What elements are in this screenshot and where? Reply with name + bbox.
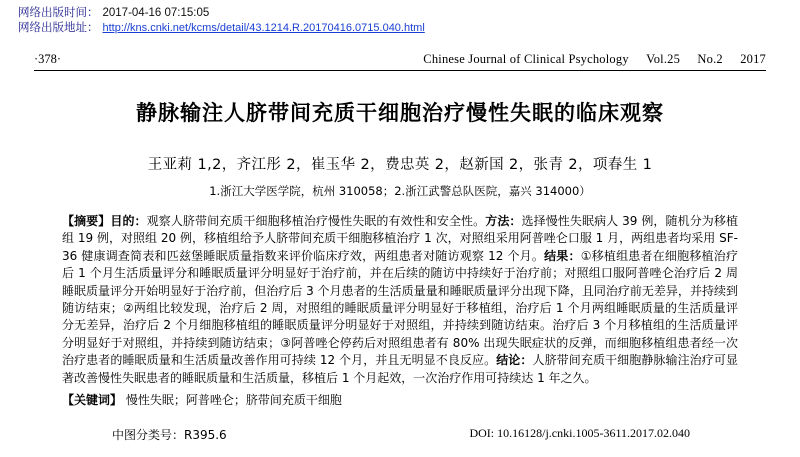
journal-volume: Vol.25 — [646, 52, 681, 66]
classification-number: 中图分类号：R395.6 — [112, 428, 227, 442]
affiliation-list: 1.浙江大学医学院，杭州 310058；2.浙江武警总队医院，嘉兴 314000） — [209, 184, 591, 198]
objective-text: 观察人脐带间充质干细胞移植治疗慢性失眠的有效性和安全性。 — [146, 214, 486, 228]
abstract-label: 【摘要】 — [62, 214, 111, 228]
cnki-publish-meta — [0, 0, 800, 36]
methods-text: 选择慢性失眠病人 39 例，随机分为移植组 19 例，对照组 20 例，移植组给予人脐带间充质干细胞移植治疗 1 次，对照组采用阿普唑仑口服 1 月，两组患者均采用 SF-36 健康调查简表和匹兹堡睡眠质量指数来评价临床疗效，两组患者对随访观察 12 个月。 — [62, 214, 738, 263]
doi-text: DOI: 10.16128/j.cnki.1005-3611.2017.02.040 — [469, 426, 690, 440]
journal-year: 2017 — [740, 52, 766, 66]
results-text: ①移植组患者在细胞移植治疗后 1 个月生活质量评分和睡眠质量评分明显好于治疗前，并在后续的随访中持续好于治疗前；对照组口服阿普唑仑治疗后 2 周睡眠质量评分开始明显好于治疗前，但治疗后 3 个月患者的生活质量量和睡眠质量评分出现下降，且同治疗前无差异，并持续到随访结束；②两组比较发现，治疗后 2 周，对照组的睡眠质量评分明显好于移植组，治疗后 1 个月两组睡眠质量的生活质量评分无差异，治疗后 2 个月细胞移植组的睡眠质量评分明显好于对照组，并持续到随访结束。治疗后 3 个月移植组的生活质量评分明显好于对照组，并持续到随访结束；③阿普唑仑停药后对照组患者有 80% 出现失眠症状的反弹，而细胞移植组患者经一次治疗患者的睡眠质量和生活质量改善作用可持续 12 个月，并且无明显不良反应。 — [62, 248, 738, 368]
journal-issue: No.2 — [697, 52, 723, 66]
conclusion-text: 人脐带间充质干细胞静脉输注治疗可显著改善慢性失眠患者的睡眠质量和生活质量，移植后 1 个月起效，一次治疗作用可持续达 1 年之久。 — [62, 353, 738, 385]
publish-address-row — [18, 21, 800, 36]
article-footer — [0, 426, 800, 443]
journal-info — [423, 52, 766, 67]
methods-label: 方法： — [485, 214, 522, 228]
objective-label: 目的： — [110, 214, 147, 228]
publish-time-label: 网络出版时间： — [18, 7, 99, 19]
publish-address-link[interactable]: http://kns.cnki.net/kcms/detail/43.1214.R.20170416.0715.040.html — [102, 22, 425, 34]
page-number: ·378· — [34, 52, 62, 66]
journal-name: Chinese Journal of Clinical Psychology — [423, 52, 629, 66]
results-label: 结果： — [544, 248, 581, 263]
author-list: 王亚莉 1,2，齐江彤 2，崔玉华 2，费忠英 2，赵新国 2，张青 2，项春生 1 — [147, 157, 653, 173]
keywords-block — [62, 392, 738, 409]
page-title: 静脉输注人脐带间充质干细胞治疗慢性失眠的临床观察 — [136, 101, 664, 125]
running-head — [34, 52, 766, 71]
publish-time-value: 2017-04-16 07:15:05 — [102, 7, 210, 19]
keywords-label: 【关键词】 — [62, 393, 123, 408]
publish-time-row — [18, 6, 800, 21]
abstract-block — [62, 213, 738, 387]
publish-address-label: 网络出版地址： — [18, 22, 99, 34]
conclusion-label: 结论： — [496, 353, 533, 368]
keywords-text: 慢性失眠；阿普唑仑；脐带间充质干细胞 — [125, 393, 342, 408]
